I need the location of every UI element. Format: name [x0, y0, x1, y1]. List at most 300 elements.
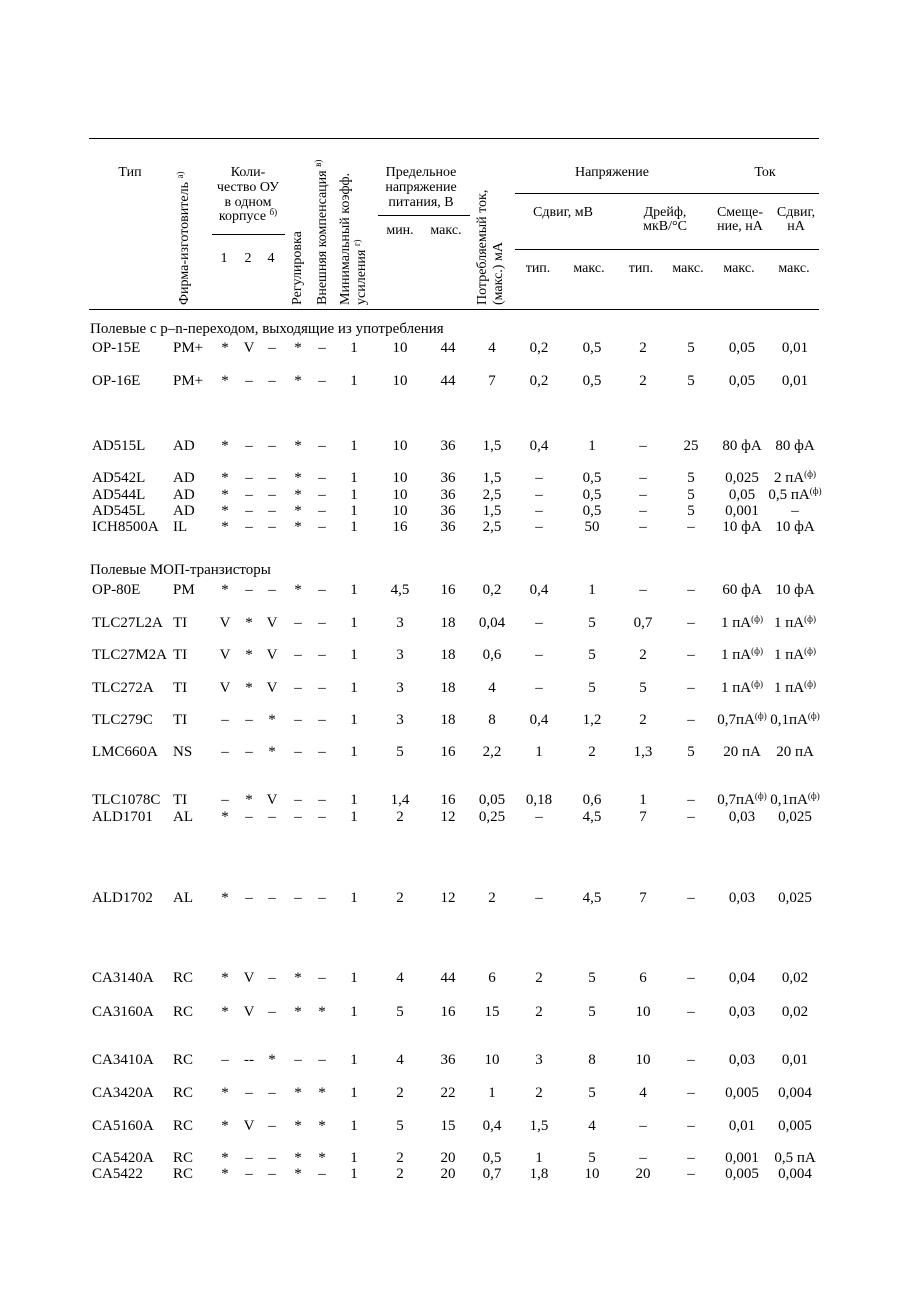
cell-icc: 8	[488, 712, 496, 728]
cell-type: CA5420A	[92, 1150, 154, 1166]
table-row	[0, 1150, 912, 1166]
header-count-line1: Коли-	[230, 165, 266, 180]
cell-gain: 1	[350, 1085, 358, 1101]
cell-gain: 1	[350, 503, 358, 519]
cell-voff-max: 0,5	[582, 487, 602, 503]
header-bottom-rule	[89, 309, 819, 310]
cell-gain: 1	[350, 1166, 358, 1182]
typmax-subrule	[515, 249, 819, 250]
table-row	[0, 744, 912, 760]
cell-icc: 1,5	[482, 438, 502, 454]
cell-voff-max: 0,5	[582, 503, 602, 519]
cell-type: OP-16E	[92, 373, 141, 389]
cell-voff-typ: 2	[535, 970, 543, 986]
cell-voff-max: 10	[584, 1166, 600, 1182]
cell-c4: –	[268, 970, 276, 986]
cell-mfr: IL	[173, 519, 188, 535]
cell-type: AD544L	[92, 487, 146, 503]
cell-c2: –	[245, 1085, 253, 1101]
header-ext-comp-text: Внешняя компенсация	[315, 170, 330, 305]
cell-ib: 0,025	[725, 470, 759, 486]
cell-type: OP-15E	[92, 340, 141, 356]
cell-c4: –	[268, 340, 276, 356]
header-manufacturer-note: а)	[175, 171, 185, 179]
cell-vmax: 44	[440, 970, 456, 986]
cell-c1: –	[221, 744, 229, 760]
cell-ios: 0,01	[781, 373, 809, 389]
cell-drift-max: –	[687, 519, 695, 535]
cell-ib: 0,03	[728, 890, 756, 906]
cell-vmin: 10	[392, 373, 408, 389]
cell-drift-max: 5	[687, 470, 695, 486]
cell-vmin: 2	[396, 1085, 404, 1101]
cell-gain: 1	[350, 487, 358, 503]
cell-voff-max: 1	[588, 582, 596, 598]
cell-c1: –	[221, 792, 229, 808]
cell-comp: –	[318, 1166, 326, 1182]
cell-vmax: 44	[440, 373, 456, 389]
cell-type: CA5422	[92, 1166, 143, 1182]
cell-voff-max: 5	[588, 1085, 596, 1101]
cell-drift-typ: –	[639, 487, 647, 503]
header-offset-typ: тип.	[525, 261, 551, 276]
cell-mfr: AL	[173, 809, 193, 825]
cell-type: CA5160A	[92, 1118, 154, 1134]
cell-ios: 0,025	[778, 809, 812, 825]
table-row	[0, 792, 912, 808]
cell-type: ALD1702	[92, 890, 153, 906]
cell-vmin: 2	[396, 1166, 404, 1182]
cell-c2: –	[245, 487, 253, 503]
cell-ios-value: 0,1пА	[770, 792, 808, 808]
cell-drift-typ: 1,3	[633, 744, 653, 760]
cell-vmax: 36	[440, 1052, 456, 1068]
cell-vmax: 36	[440, 487, 456, 503]
header-ioffset-max: макс.	[778, 261, 810, 276]
cell-icc: 7	[488, 373, 496, 389]
cell-footnote-mark: (ф)	[751, 614, 763, 624]
header-ioffset-line1: Сдвиг,	[776, 205, 816, 220]
table-row	[0, 519, 912, 535]
cell-vmin: 4,5	[390, 582, 410, 598]
cell-ib	[721, 615, 763, 631]
cell-drift-typ: 4	[639, 1085, 647, 1101]
cell-comp: –	[318, 373, 326, 389]
cell-icc: 6	[488, 970, 496, 986]
header-current-group: Ток	[754, 165, 776, 180]
cell-vmax: 16	[440, 1004, 456, 1020]
cell-drift-typ: –	[639, 582, 647, 598]
cell-c4: –	[268, 470, 276, 486]
cell-trim: –	[294, 792, 302, 808]
cell-vmax: 16	[440, 792, 456, 808]
header-min-gain-line1: Минимальный коэфф.	[338, 172, 353, 305]
cell-c1: *	[221, 470, 229, 486]
cell-vmin: 4	[396, 970, 404, 986]
cell-vmax: 18	[440, 680, 456, 696]
cell-ib: 0,04	[728, 970, 756, 986]
cell-voff-typ: 2	[535, 1085, 543, 1101]
cell-drift-typ: –	[639, 503, 647, 519]
cell-c1: *	[221, 809, 229, 825]
cell-comp: –	[318, 438, 326, 454]
cell-gain: 1	[350, 615, 358, 631]
cell-c4: –	[268, 809, 276, 825]
cell-voff-max: 2	[588, 744, 596, 760]
cell-ios: 0,025	[778, 890, 812, 906]
cell-ib: 0,05	[728, 340, 756, 356]
cell-voff-typ: –	[535, 809, 543, 825]
header-supply-line1: Предельное	[385, 165, 457, 180]
section-jfet-heading: Полевые с p–n-переходом, выходящие из употребления	[90, 321, 444, 337]
cell-voff-typ: 0,4	[529, 582, 549, 598]
cell-c4: V	[266, 647, 278, 663]
voltage-current-subrule	[515, 193, 819, 194]
cell-voff-max: 5	[588, 615, 596, 631]
header-supply-max: макс.	[430, 223, 462, 238]
cell-c1: *	[221, 1118, 229, 1134]
cell-c2: *	[245, 647, 253, 663]
header-supply-min: мин.	[386, 223, 414, 238]
cell-ios: 0,01	[781, 340, 809, 356]
cell-comp: –	[318, 340, 326, 356]
cell-drift-typ: 7	[639, 890, 647, 906]
cell-trim: *	[294, 1150, 302, 1166]
cell-c4: –	[268, 1150, 276, 1166]
cell-type: CA3160A	[92, 1004, 154, 1020]
cell-gain: 1	[350, 373, 358, 389]
cell-trim: –	[294, 615, 302, 631]
header-supply-line3: питания, В	[388, 195, 454, 210]
cell-c2: *	[245, 615, 253, 631]
cell-ios: 0,5 пА	[774, 1150, 816, 1166]
cell-ios	[770, 792, 819, 808]
cell-mfr: PM	[173, 582, 195, 598]
cell-drift-typ: –	[639, 1150, 647, 1166]
cell-ios-value: 2 пА	[774, 470, 805, 486]
header-bias-line1: Смеще-	[716, 205, 764, 220]
table-row	[0, 438, 912, 454]
cell-comp: *	[318, 1118, 326, 1134]
cell-voff-max: 50	[584, 519, 600, 535]
cell-type: CA3410A	[92, 1052, 154, 1068]
cell-voff-typ: 1	[535, 1150, 543, 1166]
cell-type: TLC27L2A	[92, 615, 163, 631]
cell-ib-value: 1 пА	[721, 680, 752, 696]
cell-comp: –	[318, 970, 326, 986]
cell-type: CA3140A	[92, 970, 154, 986]
cell-drift-max: –	[687, 1118, 695, 1134]
cell-vmin: 2	[396, 809, 404, 825]
cell-voff-typ: 1,5	[529, 1118, 549, 1134]
table-row	[0, 487, 912, 503]
cell-type: OP-80E	[92, 582, 141, 598]
table-top-rule	[89, 138, 819, 139]
cell-voff-max: 4	[588, 1118, 596, 1134]
cell-type: TLC279C	[92, 712, 153, 728]
cell-ib: 0,001	[725, 1150, 759, 1166]
cell-drift-max: –	[687, 890, 695, 906]
cell-mfr: AD	[173, 438, 195, 454]
cell-mfr: RC	[173, 1004, 194, 1020]
cell-comp: –	[318, 1052, 326, 1068]
header-drift-typ: тип.	[628, 261, 654, 276]
cell-trim: *	[294, 438, 302, 454]
cell-mfr: PM+	[173, 340, 204, 356]
cell-vmax: 36	[440, 438, 456, 454]
cell-ib-value: 0,7пА	[717, 712, 755, 728]
cell-footnote-mark: (ф)	[754, 711, 767, 721]
cell-c1: *	[221, 1004, 229, 1020]
table-row	[0, 1052, 912, 1068]
header-ext-comp	[313, 159, 330, 305]
cell-vmax: 18	[440, 712, 456, 728]
cell-ib-value: 0,7пА	[717, 792, 755, 808]
cell-comp: –	[318, 890, 326, 906]
cell-comp: –	[318, 470, 326, 486]
cell-drift-max: –	[687, 1004, 695, 1020]
header-count-note: б)	[269, 207, 278, 217]
cell-ios	[768, 487, 821, 503]
cell-gain: 1	[350, 712, 358, 728]
cell-c1: *	[221, 970, 229, 986]
header-manufacturer-text: Фирма-изготовитель	[177, 182, 192, 305]
cell-icc: 0,5	[482, 1150, 502, 1166]
cell-drift-max: 25	[683, 438, 699, 454]
cell-vmin: 3	[396, 712, 404, 728]
cell-trim: –	[294, 647, 302, 663]
cell-c1: *	[221, 1166, 229, 1182]
cell-drift-max: 5	[687, 487, 695, 503]
cell-trim: *	[294, 340, 302, 356]
cell-icc: 1,5	[482, 503, 502, 519]
header-count-line4-text: корпусе	[218, 209, 267, 224]
cell-vmin: 10	[392, 487, 408, 503]
cell-c4: –	[268, 373, 276, 389]
cell-mfr: TI	[173, 712, 188, 728]
cell-comp: –	[318, 809, 326, 825]
cell-c4: V	[266, 792, 278, 808]
cell-voff-typ: –	[535, 487, 543, 503]
cell-vmin: 4	[396, 1052, 404, 1068]
cell-c4: –	[268, 1085, 276, 1101]
cell-ios-value: 1 пА	[774, 615, 805, 631]
cell-c4: *	[268, 744, 276, 760]
cell-icc: 4	[488, 680, 496, 696]
cell-footnote-mark: (ф)	[751, 646, 763, 656]
cell-footnote-mark: (ф)	[804, 614, 816, 624]
cell-icc: 0,25	[478, 809, 506, 825]
header-count-line3: в одном	[224, 195, 272, 210]
cell-drift-max: –	[687, 615, 695, 631]
cell-voff-typ: –	[535, 615, 543, 631]
header-count-line4	[218, 207, 278, 224]
cell-comp: –	[318, 487, 326, 503]
table-row	[0, 1166, 912, 1182]
cell-vmin: 2	[396, 890, 404, 906]
cell-c1: *	[221, 340, 229, 356]
cell-drift-max: 5	[687, 373, 695, 389]
cell-vmin: 5	[396, 744, 404, 760]
cell-ios: –	[791, 503, 799, 519]
cell-ib: 0,005	[725, 1166, 759, 1182]
table-row	[0, 647, 912, 663]
cell-vmax: 18	[440, 647, 456, 663]
count-subrule	[212, 234, 285, 235]
cell-mfr: RC	[173, 1085, 194, 1101]
cell-icc: 0,7	[482, 1166, 502, 1182]
cell-icc: 2,5	[482, 487, 502, 503]
cell-c2: V	[243, 1118, 255, 1134]
header-supply-line2: напряжение	[385, 180, 457, 195]
header-ioffset-line2: нА	[787, 219, 805, 234]
cell-c4: –	[268, 890, 276, 906]
section-mosfet-heading: Полевые МОП-транзисторы	[90, 562, 271, 578]
cell-drift-typ: 0,7	[633, 615, 653, 631]
cell-footnote-mark: (ф)	[804, 679, 816, 689]
cell-drift-max: –	[687, 582, 695, 598]
cell-ios	[774, 647, 816, 663]
cell-drift-typ: –	[639, 519, 647, 535]
cell-trim: *	[294, 970, 302, 986]
cell-mfr: AL	[173, 890, 193, 906]
header-trim: Регулировка	[290, 231, 305, 305]
cell-c1: V	[219, 680, 231, 696]
cell-vmax: 20	[440, 1166, 456, 1182]
cell-vmax: 12	[440, 890, 456, 906]
cell-c4: –	[268, 1004, 276, 1020]
cell-type: ICH8500A	[92, 519, 159, 535]
cell-mfr: RC	[173, 1166, 194, 1182]
cell-icc: 2,5	[482, 519, 502, 535]
cell-voff-max: 0,5	[582, 373, 602, 389]
cell-comp: –	[318, 503, 326, 519]
header-count-1: 1	[220, 251, 228, 266]
cell-vmax: 18	[440, 615, 456, 631]
cell-ios-value: 1 пА	[774, 680, 805, 696]
cell-c4: –	[268, 503, 276, 519]
cell-ib: 0,005	[725, 1085, 759, 1101]
cell-voff-max: 5	[588, 970, 596, 986]
cell-voff-max: 4,5	[582, 890, 602, 906]
cell-trim: –	[294, 744, 302, 760]
cell-voff-typ: –	[535, 647, 543, 663]
cell-voff-max: 5	[588, 1150, 596, 1166]
cell-footnote-mark: (ф)	[754, 791, 767, 801]
cell-trim: –	[294, 890, 302, 906]
cell-c1: *	[221, 503, 229, 519]
header-bias-line2: ние, нА	[717, 219, 763, 234]
cell-drift-max: 5	[687, 503, 695, 519]
table-row	[0, 340, 912, 356]
header-type: Тип	[118, 165, 142, 180]
cell-footnote-mark: (ф)	[807, 791, 820, 801]
cell-mfr: TI	[173, 680, 188, 696]
cell-c2: –	[245, 890, 253, 906]
cell-ib: 0,05	[728, 373, 756, 389]
table-row	[0, 712, 912, 728]
cell-vmin: 10	[392, 340, 408, 356]
cell-icc: 0,05	[478, 792, 506, 808]
cell-gain: 1	[350, 1150, 358, 1166]
cell-ios: 10 фА	[775, 582, 815, 598]
cell-icc: 1	[488, 1085, 496, 1101]
cell-trim: *	[294, 1085, 302, 1101]
cell-type: TLC272A	[92, 680, 154, 696]
cell-drift-typ: –	[639, 438, 647, 454]
cell-mfr: RC	[173, 1150, 194, 1166]
cell-mfr: RC	[173, 970, 194, 986]
cell-c2: –	[245, 519, 253, 535]
header-drift-line1: Дрейф,	[643, 205, 687, 220]
cell-comp: –	[318, 647, 326, 663]
table-row	[0, 373, 912, 389]
cell-type: AD545L	[92, 503, 146, 519]
cell-vmin: 3	[396, 615, 404, 631]
cell-ib	[717, 792, 766, 808]
cell-drift-typ: 10	[635, 1052, 651, 1068]
cell-trim: *	[294, 1166, 302, 1182]
cell-footnote-mark: (ф)	[807, 711, 820, 721]
cell-voff-max: 5	[588, 647, 596, 663]
cell-vmin: 16	[392, 519, 408, 535]
cell-ios: 0,004	[778, 1085, 812, 1101]
cell-gain: 1	[350, 647, 358, 663]
cell-c2: V	[243, 340, 255, 356]
cell-icc: 0,4	[482, 1118, 502, 1134]
cell-drift-max: 5	[687, 744, 695, 760]
cell-c4: V	[266, 615, 278, 631]
cell-voff-max: 4,5	[582, 809, 602, 825]
cell-drift-typ: 2	[639, 373, 647, 389]
cell-c4: –	[268, 1118, 276, 1134]
header-manufacturer	[175, 171, 192, 305]
cell-ib: 0,001	[725, 503, 759, 519]
cell-c2: *	[245, 792, 253, 808]
cell-comp: *	[318, 1085, 326, 1101]
cell-voff-typ: –	[535, 890, 543, 906]
cell-trim: *	[294, 470, 302, 486]
cell-c4: –	[268, 1166, 276, 1182]
cell-gain: 1	[350, 809, 358, 825]
cell-ib: 20 пА	[723, 744, 761, 760]
cell-trim: *	[294, 1004, 302, 1020]
cell-vmax: 36	[440, 519, 456, 535]
cell-voff-max: 1	[588, 438, 596, 454]
cell-c4: V	[266, 680, 278, 696]
cell-drift-max: –	[687, 970, 695, 986]
table-row	[0, 970, 912, 986]
cell-comp: –	[318, 519, 326, 535]
cell-footnote-mark: (ф)	[751, 679, 763, 689]
cell-ios: 10 фА	[775, 519, 815, 535]
cell-drift-typ: 5	[639, 680, 647, 696]
cell-vmax: 16	[440, 582, 456, 598]
cell-icc: 0,6	[482, 647, 502, 663]
cell-icc: 0,2	[482, 582, 502, 598]
cell-trim: *	[294, 519, 302, 535]
cell-drift-typ: 20	[635, 1166, 651, 1182]
cell-drift-typ: 7	[639, 809, 647, 825]
cell-gain: 1	[350, 340, 358, 356]
cell-footnote-mark: (ф)	[809, 486, 822, 496]
cell-comp: *	[318, 1004, 326, 1020]
cell-vmin: 10	[392, 438, 408, 454]
cell-drift-max: –	[687, 1150, 695, 1166]
cell-drift-typ: –	[639, 1118, 647, 1134]
cell-voff-typ: –	[535, 519, 543, 535]
cell-trim: –	[294, 809, 302, 825]
